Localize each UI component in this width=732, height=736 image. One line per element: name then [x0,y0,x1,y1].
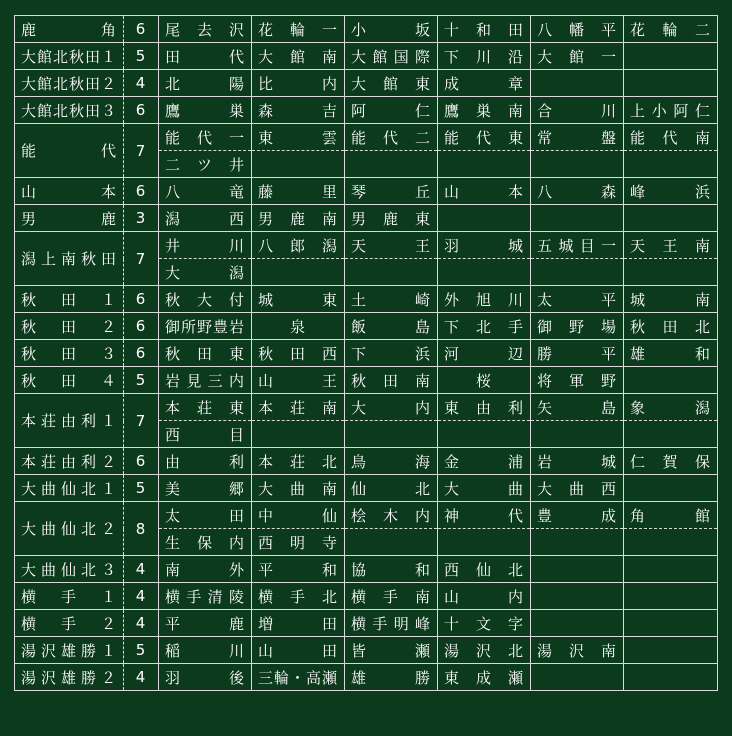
school-cell [531,610,624,637]
school-cell: 大館南 [252,43,345,70]
school-cell: 本荘北 [252,448,345,475]
school-cell: 大館国際 [345,43,438,70]
school-cell: 花輪二 [624,16,718,43]
school-count-cell: 7 [124,394,159,448]
school-cell [252,151,345,178]
school-cell: 御野場 [531,313,624,340]
school-cell: 角 館 [624,502,718,529]
school-cell: 豊 成 [531,502,624,529]
school-cell: 桧木内 [345,502,438,529]
table-row [15,583,718,610]
school-cell: 土 崎 [345,286,438,313]
school-count-cell: 5 [124,367,159,394]
school-cell: 森 吉 [252,97,345,124]
region-cell: 秋 田 ３ [15,340,124,367]
school-cell: 北 陽 [159,70,252,97]
school-cell: 協 和 [345,556,438,583]
school-cell: 八幡平 [531,16,624,43]
region-cell: 秋 田 １ [15,286,124,313]
school-cell: 山 田 [252,637,345,664]
school-cell: 二ツ井 [159,151,252,178]
school-cell: 太 田 [159,502,252,529]
school-cell: 岩見三内 [159,367,252,394]
school-cell: 大 潟 [159,259,252,286]
school-cell [624,637,718,664]
table-row [15,205,718,232]
region-cell: 大曲仙北３ [15,556,124,583]
school-cell [438,529,531,556]
school-cell: 皆 瀬 [345,637,438,664]
school-cell: 平 和 [252,556,345,583]
school-cell [624,151,718,178]
school-cell: 鳥 海 [345,448,438,475]
school-cell: 大 曲 [438,475,531,502]
table-row [15,16,718,43]
school-cell: 常 盤 [531,124,624,151]
school-cell: 東成瀬 [438,664,531,691]
school-cell: 東由利 [438,394,531,421]
school-cell: 山 本 [438,178,531,205]
school-cell: 南 外 [159,556,252,583]
school-cell: 西明寺 [252,529,345,556]
school-cell [531,664,624,691]
school-cell [438,151,531,178]
table-row [15,340,718,367]
school-cell: 飯 島 [345,313,438,340]
school-cell: 外旭川 [438,286,531,313]
table-row [15,475,718,502]
school-cell [624,421,718,448]
school-cell: 藤 里 [252,178,345,205]
school-cell: 湯沢南 [531,637,624,664]
school-cell: 小 坂 [345,16,438,43]
school-count-cell: 6 [124,286,159,313]
school-cell: 羽 城 [438,232,531,259]
school-cell [345,421,438,448]
school-count-cell: 4 [124,610,159,637]
school-cell [624,664,718,691]
school-count-cell: 4 [124,664,159,691]
region-cell: 横 手 １ [15,583,124,610]
school-count-cell: 5 [124,43,159,70]
school-cell: 太 平 [531,286,624,313]
school-cell: 大 内 [345,394,438,421]
school-cell: 比 内 [252,70,345,97]
school-cell: 象 潟 [624,394,718,421]
school-cell: 由 利 [159,448,252,475]
school-cell: 八郎潟 [252,232,345,259]
school-cell: 中 仙 [252,502,345,529]
table-body [15,16,718,691]
school-count-cell: 4 [124,70,159,97]
school-cell: 本荘南 [252,394,345,421]
school-cell: 琴 丘 [345,178,438,205]
school-cell: 秋田東 [159,340,252,367]
school-cell [624,70,718,97]
school-cell [624,43,718,70]
school-cell: 稲 川 [159,637,252,664]
school-cell: 男鹿南 [252,205,345,232]
school-cell: 勝 平 [531,340,624,367]
school-cell: 阿 仁 [345,97,438,124]
school-count-cell: 8 [124,502,159,556]
school-cell: 田 代 [159,43,252,70]
table-row [15,124,718,151]
school-cell: 上小阿仁 [624,97,718,124]
school-cell: 能代東 [438,124,531,151]
school-cell [531,259,624,286]
school-cell: 大館東 [345,70,438,97]
school-cell: 将軍野 [531,367,624,394]
region-cell: 大館北秋田２ [15,70,124,97]
school-count-cell: 6 [124,448,159,475]
region-cell: 湯沢雄勝２ [15,664,124,691]
school-cell [531,556,624,583]
school-cell: 仁賀保 [624,448,718,475]
school-cell: 城 南 [624,286,718,313]
school-cell [438,421,531,448]
school-cell: 仙 北 [345,475,438,502]
school-cell: 八 森 [531,178,624,205]
table-row [15,448,718,475]
school-cell: 十文字 [438,610,531,637]
school-cell: 山 内 [438,583,531,610]
school-count-cell: 6 [124,340,159,367]
school-cell: 大曲南 [252,475,345,502]
school-cell: 能代一 [159,124,252,151]
school-cell: 雄 勝 [345,664,438,691]
district-school-table [14,15,718,691]
school-cell: 天王南 [624,232,718,259]
school-cell: 十和田 [438,16,531,43]
region-cell: 大曲仙北１ [15,475,124,502]
school-cell: 城 東 [252,286,345,313]
school-cell: 西仙北 [438,556,531,583]
school-cell: 五城目一 [531,232,624,259]
table-row [15,502,718,529]
region-cell: 湯沢雄勝１ [15,637,124,664]
region-cell: 大曲仙北２ [15,502,124,556]
table-row [15,664,718,691]
school-cell: 花輪一 [252,16,345,43]
region-cell: 大館北秋田３ [15,97,124,124]
school-count-cell: 5 [124,475,159,502]
school-cell [624,529,718,556]
school-cell [624,610,718,637]
school-cell: 潟 西 [159,205,252,232]
school-cell: 能代二 [345,124,438,151]
school-cell: 東 雲 [252,124,345,151]
school-cell: 天 王 [345,232,438,259]
table-row [15,232,718,259]
school-cell [438,205,531,232]
region-cell: 秋 田 ２ [15,313,124,340]
school-cell: 八 竜 [159,178,252,205]
school-cell [624,205,718,232]
school-cell [252,421,345,448]
school-count-cell: 7 [124,124,159,178]
region-cell: 本荘由利２ [15,448,124,475]
school-count-cell: 7 [124,232,159,286]
school-cell [531,205,624,232]
region-cell: 秋 田 ４ [15,367,124,394]
school-cell: 神 代 [438,502,531,529]
region-cell: 本荘由利１ [15,394,124,448]
school-cell: 大曲西 [531,475,624,502]
table-row [15,610,718,637]
school-cell [531,421,624,448]
region-cell: 横 手 ２ [15,610,124,637]
school-cell: 雄 和 [624,340,718,367]
school-cell: 下 浜 [345,340,438,367]
school-cell: 峰 浜 [624,178,718,205]
school-cell: 横手清陵 [159,583,252,610]
school-cell: 秋田西 [252,340,345,367]
region-cell: 鹿 角 [15,16,124,43]
school-count-cell: 6 [124,178,159,205]
school-cell: 河 辺 [438,340,531,367]
school-cell [624,556,718,583]
school-cell: 尾去沢 [159,16,252,43]
school-cell: 横手北 [252,583,345,610]
school-cell: 金 浦 [438,448,531,475]
school-count-cell: 6 [124,313,159,340]
school-cell: 成 章 [438,70,531,97]
school-cell: 御所野豊岩 [159,313,252,340]
table-row [15,286,718,313]
school-cell: 湯沢北 [438,637,531,664]
school-count-cell: 4 [124,556,159,583]
school-cell: 山 王 [252,367,345,394]
school-cell [345,151,438,178]
region-cell: 能 代 [15,124,124,178]
region-cell: 大館北秋田１ [15,43,124,70]
school-cell: 横手明峰 [345,610,438,637]
school-cell [624,475,718,502]
table-row [15,178,718,205]
school-cell [531,583,624,610]
school-cell: 大館一 [531,43,624,70]
school-cell: 鷹 巣 [159,97,252,124]
school-cell [345,259,438,286]
region-cell: 山 本 [15,178,124,205]
school-cell [531,529,624,556]
school-cell: 下北手 [438,313,531,340]
school-cell: 桜 [438,367,531,394]
table-row [15,43,718,70]
table-row [15,313,718,340]
school-cell: 生保内 [159,529,252,556]
school-cell: 下川沿 [438,43,531,70]
school-cell: 美 郷 [159,475,252,502]
school-cell: 秋大付 [159,286,252,313]
table-row [15,70,718,97]
school-cell: 平 鹿 [159,610,252,637]
school-count-cell: 5 [124,637,159,664]
school-cell [252,259,345,286]
school-cell: 秋田南 [345,367,438,394]
school-cell [531,70,624,97]
school-cell: 西 目 [159,421,252,448]
school-cell: 増 田 [252,610,345,637]
school-cell: 横手南 [345,583,438,610]
school-count-cell: 3 [124,205,159,232]
table-row [15,97,718,124]
school-count-cell: 6 [124,97,159,124]
table-row [15,556,718,583]
school-cell: 三輪・高瀬 [252,664,345,691]
school-cell: 泉 [252,313,345,340]
table-row [15,637,718,664]
region-cell: 男 鹿 [15,205,124,232]
school-cell: 秋田北 [624,313,718,340]
school-cell [438,259,531,286]
school-cell: 合 川 [531,97,624,124]
school-cell: 岩 城 [531,448,624,475]
school-count-cell: 6 [124,16,159,43]
school-cell: 矢 島 [531,394,624,421]
school-cell: 井 川 [159,232,252,259]
table-row [15,394,718,421]
region-cell: 潟上南秋田 [15,232,124,286]
school-cell: 本荘東 [159,394,252,421]
table-row [15,367,718,394]
school-cell: 能代南 [624,124,718,151]
school-cell: 男鹿東 [345,205,438,232]
school-cell [345,529,438,556]
school-cell: 鷹巣南 [438,97,531,124]
school-cell [624,367,718,394]
school-count-cell: 4 [124,583,159,610]
school-cell [531,151,624,178]
school-cell [624,583,718,610]
school-cell: 羽 後 [159,664,252,691]
school-cell [624,259,718,286]
